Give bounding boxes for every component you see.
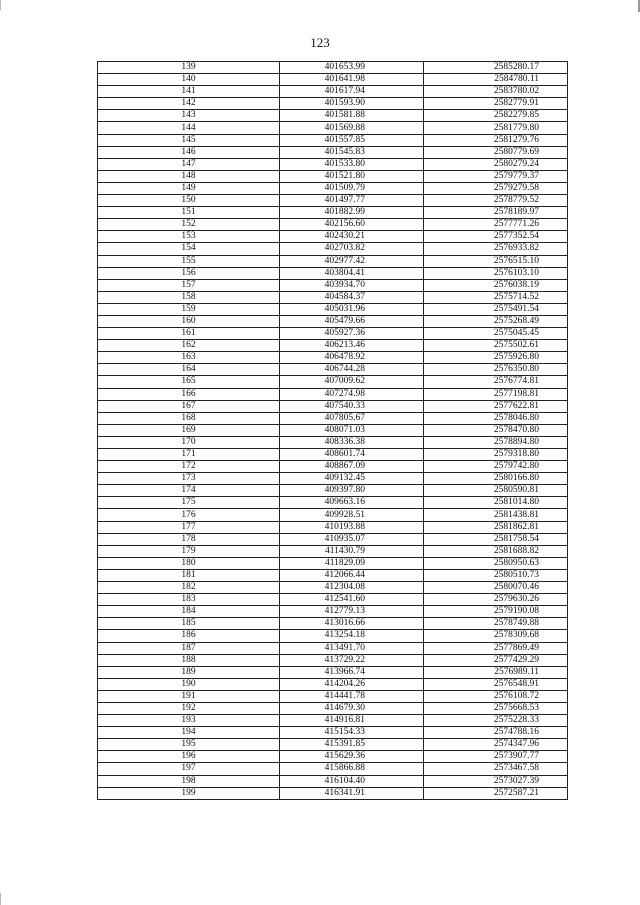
point-number-cell: 162 (98, 340, 280, 352)
point-number-cell: 148 (98, 170, 280, 182)
x-coordinate-cell: 406213.46 (280, 340, 424, 352)
point-number-cell: 151 (98, 207, 280, 219)
table-row (98, 62, 568, 74)
table-row (98, 74, 568, 86)
point-number-cell: 145 (98, 134, 280, 146)
x-coordinate-cell: 402703.82 (280, 243, 424, 255)
table-row (98, 618, 568, 630)
x-coordinate-cell: 405479.66 (280, 315, 424, 327)
y-coordinate-cell: 2574347.96 (424, 739, 568, 751)
y-coordinate-cell: 2576350.80 (424, 364, 568, 376)
y-coordinate-cell: 2577869.49 (424, 642, 568, 654)
point-number-cell: 159 (98, 303, 280, 315)
x-coordinate-cell: 401545.83 (280, 146, 424, 158)
x-coordinate-cell: 401497.77 (280, 195, 424, 207)
x-coordinate-cell: 415629.36 (280, 751, 424, 763)
y-coordinate-cell: 2583780.02 (424, 86, 568, 98)
x-coordinate-cell: 402430.21 (280, 231, 424, 243)
x-coordinate-cell: 408071.03 (280, 424, 424, 436)
point-number-cell: 183 (98, 594, 280, 606)
point-number-cell: 178 (98, 533, 280, 545)
point-number-cell: 154 (98, 243, 280, 255)
table-row (98, 702, 568, 714)
y-coordinate-cell: 2575926.80 (424, 352, 568, 364)
table-row (98, 666, 568, 678)
x-coordinate-cell: 401617.94 (280, 86, 424, 98)
y-coordinate-cell: 2575268.49 (424, 315, 568, 327)
point-number-cell: 152 (98, 219, 280, 231)
x-coordinate-cell: 401581.88 (280, 110, 424, 122)
x-coordinate-cell: 405031.96 (280, 303, 424, 315)
y-coordinate-cell: 2581438.81 (424, 509, 568, 521)
x-coordinate-cell: 406744.28 (280, 364, 424, 376)
x-coordinate-cell: 409397.80 (280, 485, 424, 497)
y-coordinate-cell: 2580779.69 (424, 146, 568, 158)
y-coordinate-cell: 2582779.91 (424, 98, 568, 110)
x-coordinate-cell: 404584.37 (280, 291, 424, 303)
point-number-cell: 187 (98, 642, 280, 654)
y-coordinate-cell: 2579779.37 (424, 170, 568, 182)
y-coordinate-cell: 2575668.53 (424, 702, 568, 714)
point-number-cell: 194 (98, 727, 280, 739)
y-coordinate-cell: 2578894.80 (424, 436, 568, 448)
table-row (98, 231, 568, 243)
table-row (98, 243, 568, 255)
point-number-cell: 167 (98, 400, 280, 412)
y-coordinate-cell: 2581688.82 (424, 545, 568, 557)
point-number-cell: 193 (98, 715, 280, 727)
scan-edge-mark (0, 893, 1, 905)
table-row (98, 690, 568, 702)
table-row (98, 654, 568, 666)
table-row (98, 497, 568, 509)
point-number-cell: 198 (98, 775, 280, 787)
x-coordinate-cell: 407805.67 (280, 412, 424, 424)
point-number-cell: 147 (98, 158, 280, 170)
y-coordinate-cell: 2573467.58 (424, 763, 568, 775)
y-coordinate-cell: 2577429.29 (424, 654, 568, 666)
point-number-cell: 168 (98, 412, 280, 424)
point-number-cell: 158 (98, 291, 280, 303)
point-number-cell: 157 (98, 279, 280, 291)
x-coordinate-cell: 412541.60 (280, 594, 424, 606)
x-coordinate-cell: 413016.66 (280, 618, 424, 630)
table-row (98, 340, 568, 352)
y-coordinate-cell: 2578189.97 (424, 207, 568, 219)
x-coordinate-cell: 407009.62 (280, 376, 424, 388)
table-row (98, 98, 568, 110)
point-number-cell: 155 (98, 255, 280, 267)
table-row (98, 775, 568, 787)
table-row (98, 86, 568, 98)
y-coordinate-cell: 2578749.88 (424, 618, 568, 630)
x-coordinate-cell: 401653.99 (280, 62, 424, 74)
table-row (98, 122, 568, 134)
table-row (98, 557, 568, 569)
x-coordinate-cell: 405927.36 (280, 328, 424, 340)
point-number-cell: 184 (98, 606, 280, 618)
y-coordinate-cell: 2579318.80 (424, 449, 568, 461)
point-number-cell: 189 (98, 666, 280, 678)
point-number-cell: 182 (98, 582, 280, 594)
x-coordinate-cell: 414679.30 (280, 702, 424, 714)
point-number-cell: 153 (98, 231, 280, 243)
x-coordinate-cell: 413491.70 (280, 642, 424, 654)
point-number-cell: 173 (98, 473, 280, 485)
table-row (98, 606, 568, 618)
table-row (98, 158, 568, 170)
point-number-cell: 165 (98, 376, 280, 388)
point-number-cell: 190 (98, 678, 280, 690)
table-row (98, 134, 568, 146)
y-coordinate-cell: 2578309.68 (424, 630, 568, 642)
table-row (98, 400, 568, 412)
table-row (98, 315, 568, 327)
x-coordinate-cell: 406478.92 (280, 352, 424, 364)
x-coordinate-cell: 412066.44 (280, 569, 424, 581)
y-coordinate-cell: 2574788.16 (424, 727, 568, 739)
table-row (98, 509, 568, 521)
table-row (98, 763, 568, 775)
x-coordinate-cell: 401641.98 (280, 74, 424, 86)
x-coordinate-cell: 415391.85 (280, 739, 424, 751)
y-coordinate-cell: 2577198.81 (424, 388, 568, 400)
y-coordinate-cell: 2580590.81 (424, 485, 568, 497)
y-coordinate-cell: 2585280.17 (424, 62, 568, 74)
point-number-cell: 199 (98, 787, 280, 799)
y-coordinate-cell: 2580950.63 (424, 557, 568, 569)
point-number-cell: 144 (98, 122, 280, 134)
table-row (98, 255, 568, 267)
x-coordinate-cell: 415154.33 (280, 727, 424, 739)
point-number-cell: 146 (98, 146, 280, 158)
y-coordinate-cell: 2580510.73 (424, 569, 568, 581)
y-coordinate-cell: 2579630.26 (424, 594, 568, 606)
table-row (98, 473, 568, 485)
table-row (98, 594, 568, 606)
table-row (98, 328, 568, 340)
y-coordinate-cell: 2575714.52 (424, 291, 568, 303)
x-coordinate-cell: 413254.18 (280, 630, 424, 642)
x-coordinate-cell: 408867.09 (280, 461, 424, 473)
x-coordinate-cell: 410935.07 (280, 533, 424, 545)
point-number-cell: 188 (98, 654, 280, 666)
y-coordinate-cell: 2573027.39 (424, 775, 568, 787)
table-row (98, 436, 568, 448)
point-number-cell: 166 (98, 388, 280, 400)
table-row (98, 449, 568, 461)
x-coordinate-cell: 401509.79 (280, 182, 424, 194)
x-coordinate-cell: 413729.22 (280, 654, 424, 666)
table-row (98, 715, 568, 727)
point-number-cell: 197 (98, 763, 280, 775)
point-number-cell: 196 (98, 751, 280, 763)
y-coordinate-cell: 2580279.24 (424, 158, 568, 170)
y-coordinate-cell: 2573907.77 (424, 751, 568, 763)
y-coordinate-cell: 2577352.54 (424, 231, 568, 243)
x-coordinate-cell: 412779.13 (280, 606, 424, 618)
y-coordinate-cell: 2572587.21 (424, 787, 568, 799)
x-coordinate-cell: 402977.42 (280, 255, 424, 267)
table-row (98, 195, 568, 207)
y-coordinate-cell: 2581758.54 (424, 533, 568, 545)
point-number-cell: 169 (98, 424, 280, 436)
point-number-cell: 171 (98, 449, 280, 461)
y-coordinate-cell: 2578470.80 (424, 424, 568, 436)
y-coordinate-cell: 2575045.45 (424, 328, 568, 340)
page-number: 123 (310, 35, 330, 50)
table-row (98, 751, 568, 763)
x-coordinate-cell: 409132.45 (280, 473, 424, 485)
point-number-cell: 172 (98, 461, 280, 473)
table-row (98, 267, 568, 279)
table-row (98, 352, 568, 364)
point-number-cell: 181 (98, 569, 280, 581)
point-number-cell: 140 (98, 74, 280, 86)
point-number-cell: 195 (98, 739, 280, 751)
y-coordinate-cell: 2576933.82 (424, 243, 568, 255)
table-row (98, 110, 568, 122)
table-row (98, 485, 568, 497)
point-number-cell: 161 (98, 328, 280, 340)
y-coordinate-cell: 2576548.91 (424, 678, 568, 690)
y-coordinate-cell: 2575491.54 (424, 303, 568, 315)
point-number-cell: 156 (98, 267, 280, 279)
y-coordinate-cell: 2575228.33 (424, 715, 568, 727)
table-row (98, 279, 568, 291)
table-row (98, 678, 568, 690)
table-row (98, 207, 568, 219)
table-row (98, 569, 568, 581)
y-coordinate-cell: 2576989.11 (424, 666, 568, 678)
y-coordinate-cell: 2576515.10 (424, 255, 568, 267)
y-coordinate-cell: 2576038.19 (424, 279, 568, 291)
table-row (98, 739, 568, 751)
x-coordinate-cell: 409663.16 (280, 497, 424, 509)
x-coordinate-cell: 416104.40 (280, 775, 424, 787)
y-coordinate-cell: 2575502.61 (424, 340, 568, 352)
point-number-cell: 192 (98, 702, 280, 714)
y-coordinate-cell: 2579190.08 (424, 606, 568, 618)
table-row (98, 182, 568, 194)
point-number-cell: 164 (98, 364, 280, 376)
point-number-cell: 150 (98, 195, 280, 207)
point-number-cell: 185 (98, 618, 280, 630)
y-coordinate-cell: 2581014.80 (424, 497, 568, 509)
table-row (98, 787, 568, 799)
x-coordinate-cell: 402156.60 (280, 219, 424, 231)
x-coordinate-cell: 408601.74 (280, 449, 424, 461)
table-row (98, 642, 568, 654)
x-coordinate-cell: 401533.80 (280, 158, 424, 170)
table-row (98, 461, 568, 473)
point-number-cell: 180 (98, 557, 280, 569)
x-coordinate-cell: 403804.41 (280, 267, 424, 279)
y-coordinate-cell: 2580166.80 (424, 473, 568, 485)
x-coordinate-cell: 415866.88 (280, 763, 424, 775)
x-coordinate-cell: 403934.70 (280, 279, 424, 291)
y-coordinate-cell: 2576108.72 (424, 690, 568, 702)
x-coordinate-cell: 416341.91 (280, 787, 424, 799)
x-coordinate-cell: 408336.38 (280, 436, 424, 448)
y-coordinate-cell: 2581279.76 (424, 134, 568, 146)
y-coordinate-cell: 2579742.80 (424, 461, 568, 473)
table-row (98, 170, 568, 182)
coordinates-table (97, 61, 568, 800)
y-coordinate-cell: 2577622.81 (424, 400, 568, 412)
point-number-cell: 191 (98, 690, 280, 702)
point-number-cell: 177 (98, 521, 280, 533)
table-row (98, 376, 568, 388)
point-number-cell: 139 (98, 62, 280, 74)
point-number-cell: 186 (98, 630, 280, 642)
x-coordinate-cell: 414441.78 (280, 690, 424, 702)
x-coordinate-cell: 401593.90 (280, 98, 424, 110)
y-coordinate-cell: 2581862.81 (424, 521, 568, 533)
table-row (98, 545, 568, 557)
x-coordinate-cell: 410193.88 (280, 521, 424, 533)
x-coordinate-cell: 414916.81 (280, 715, 424, 727)
y-coordinate-cell: 2577771.26 (424, 219, 568, 231)
x-coordinate-cell: 401882.99 (280, 207, 424, 219)
table-row (98, 521, 568, 533)
y-coordinate-cell: 2582279.85 (424, 110, 568, 122)
y-coordinate-cell: 2578779.52 (424, 195, 568, 207)
point-number-cell: 179 (98, 545, 280, 557)
point-number-cell: 142 (98, 98, 280, 110)
table-row (98, 582, 568, 594)
point-number-cell: 174 (98, 485, 280, 497)
x-coordinate-cell: 413966.74 (280, 666, 424, 678)
point-number-cell: 141 (98, 86, 280, 98)
table-row (98, 219, 568, 231)
point-number-cell: 143 (98, 110, 280, 122)
point-number-cell: 163 (98, 352, 280, 364)
x-coordinate-cell: 412304.08 (280, 582, 424, 594)
point-number-cell: 160 (98, 315, 280, 327)
table-row (98, 303, 568, 315)
x-coordinate-cell: 409928.51 (280, 509, 424, 521)
point-number-cell: 149 (98, 182, 280, 194)
coordinates-table-body (98, 62, 568, 800)
table-row (98, 291, 568, 303)
table-row (98, 533, 568, 545)
point-number-cell: 176 (98, 509, 280, 521)
y-coordinate-cell: 2579279.58 (424, 182, 568, 194)
table-row (98, 388, 568, 400)
point-number-cell: 175 (98, 497, 280, 509)
table-row (98, 364, 568, 376)
x-coordinate-cell: 401557.85 (280, 134, 424, 146)
point-number-cell: 170 (98, 436, 280, 448)
y-coordinate-cell: 2581779.80 (424, 122, 568, 134)
table-row (98, 727, 568, 739)
x-coordinate-cell: 411430.79 (280, 545, 424, 557)
table-row (98, 146, 568, 158)
table-row (98, 412, 568, 424)
y-coordinate-cell: 2576103.10 (424, 267, 568, 279)
y-coordinate-cell: 2580070.46 (424, 582, 568, 594)
x-coordinate-cell: 407274.98 (280, 388, 424, 400)
x-coordinate-cell: 414204.26 (280, 678, 424, 690)
y-coordinate-cell: 2578046.80 (424, 412, 568, 424)
x-coordinate-cell: 411829.09 (280, 557, 424, 569)
table-row (98, 424, 568, 436)
scan-edge-mark (0, 0, 1, 10)
table-row (98, 630, 568, 642)
x-coordinate-cell: 407540.33 (280, 400, 424, 412)
y-coordinate-cell: 2576774.81 (424, 376, 568, 388)
x-coordinate-cell: 401521.80 (280, 170, 424, 182)
x-coordinate-cell: 401569.88 (280, 122, 424, 134)
y-coordinate-cell: 2584780.11 (424, 74, 568, 86)
